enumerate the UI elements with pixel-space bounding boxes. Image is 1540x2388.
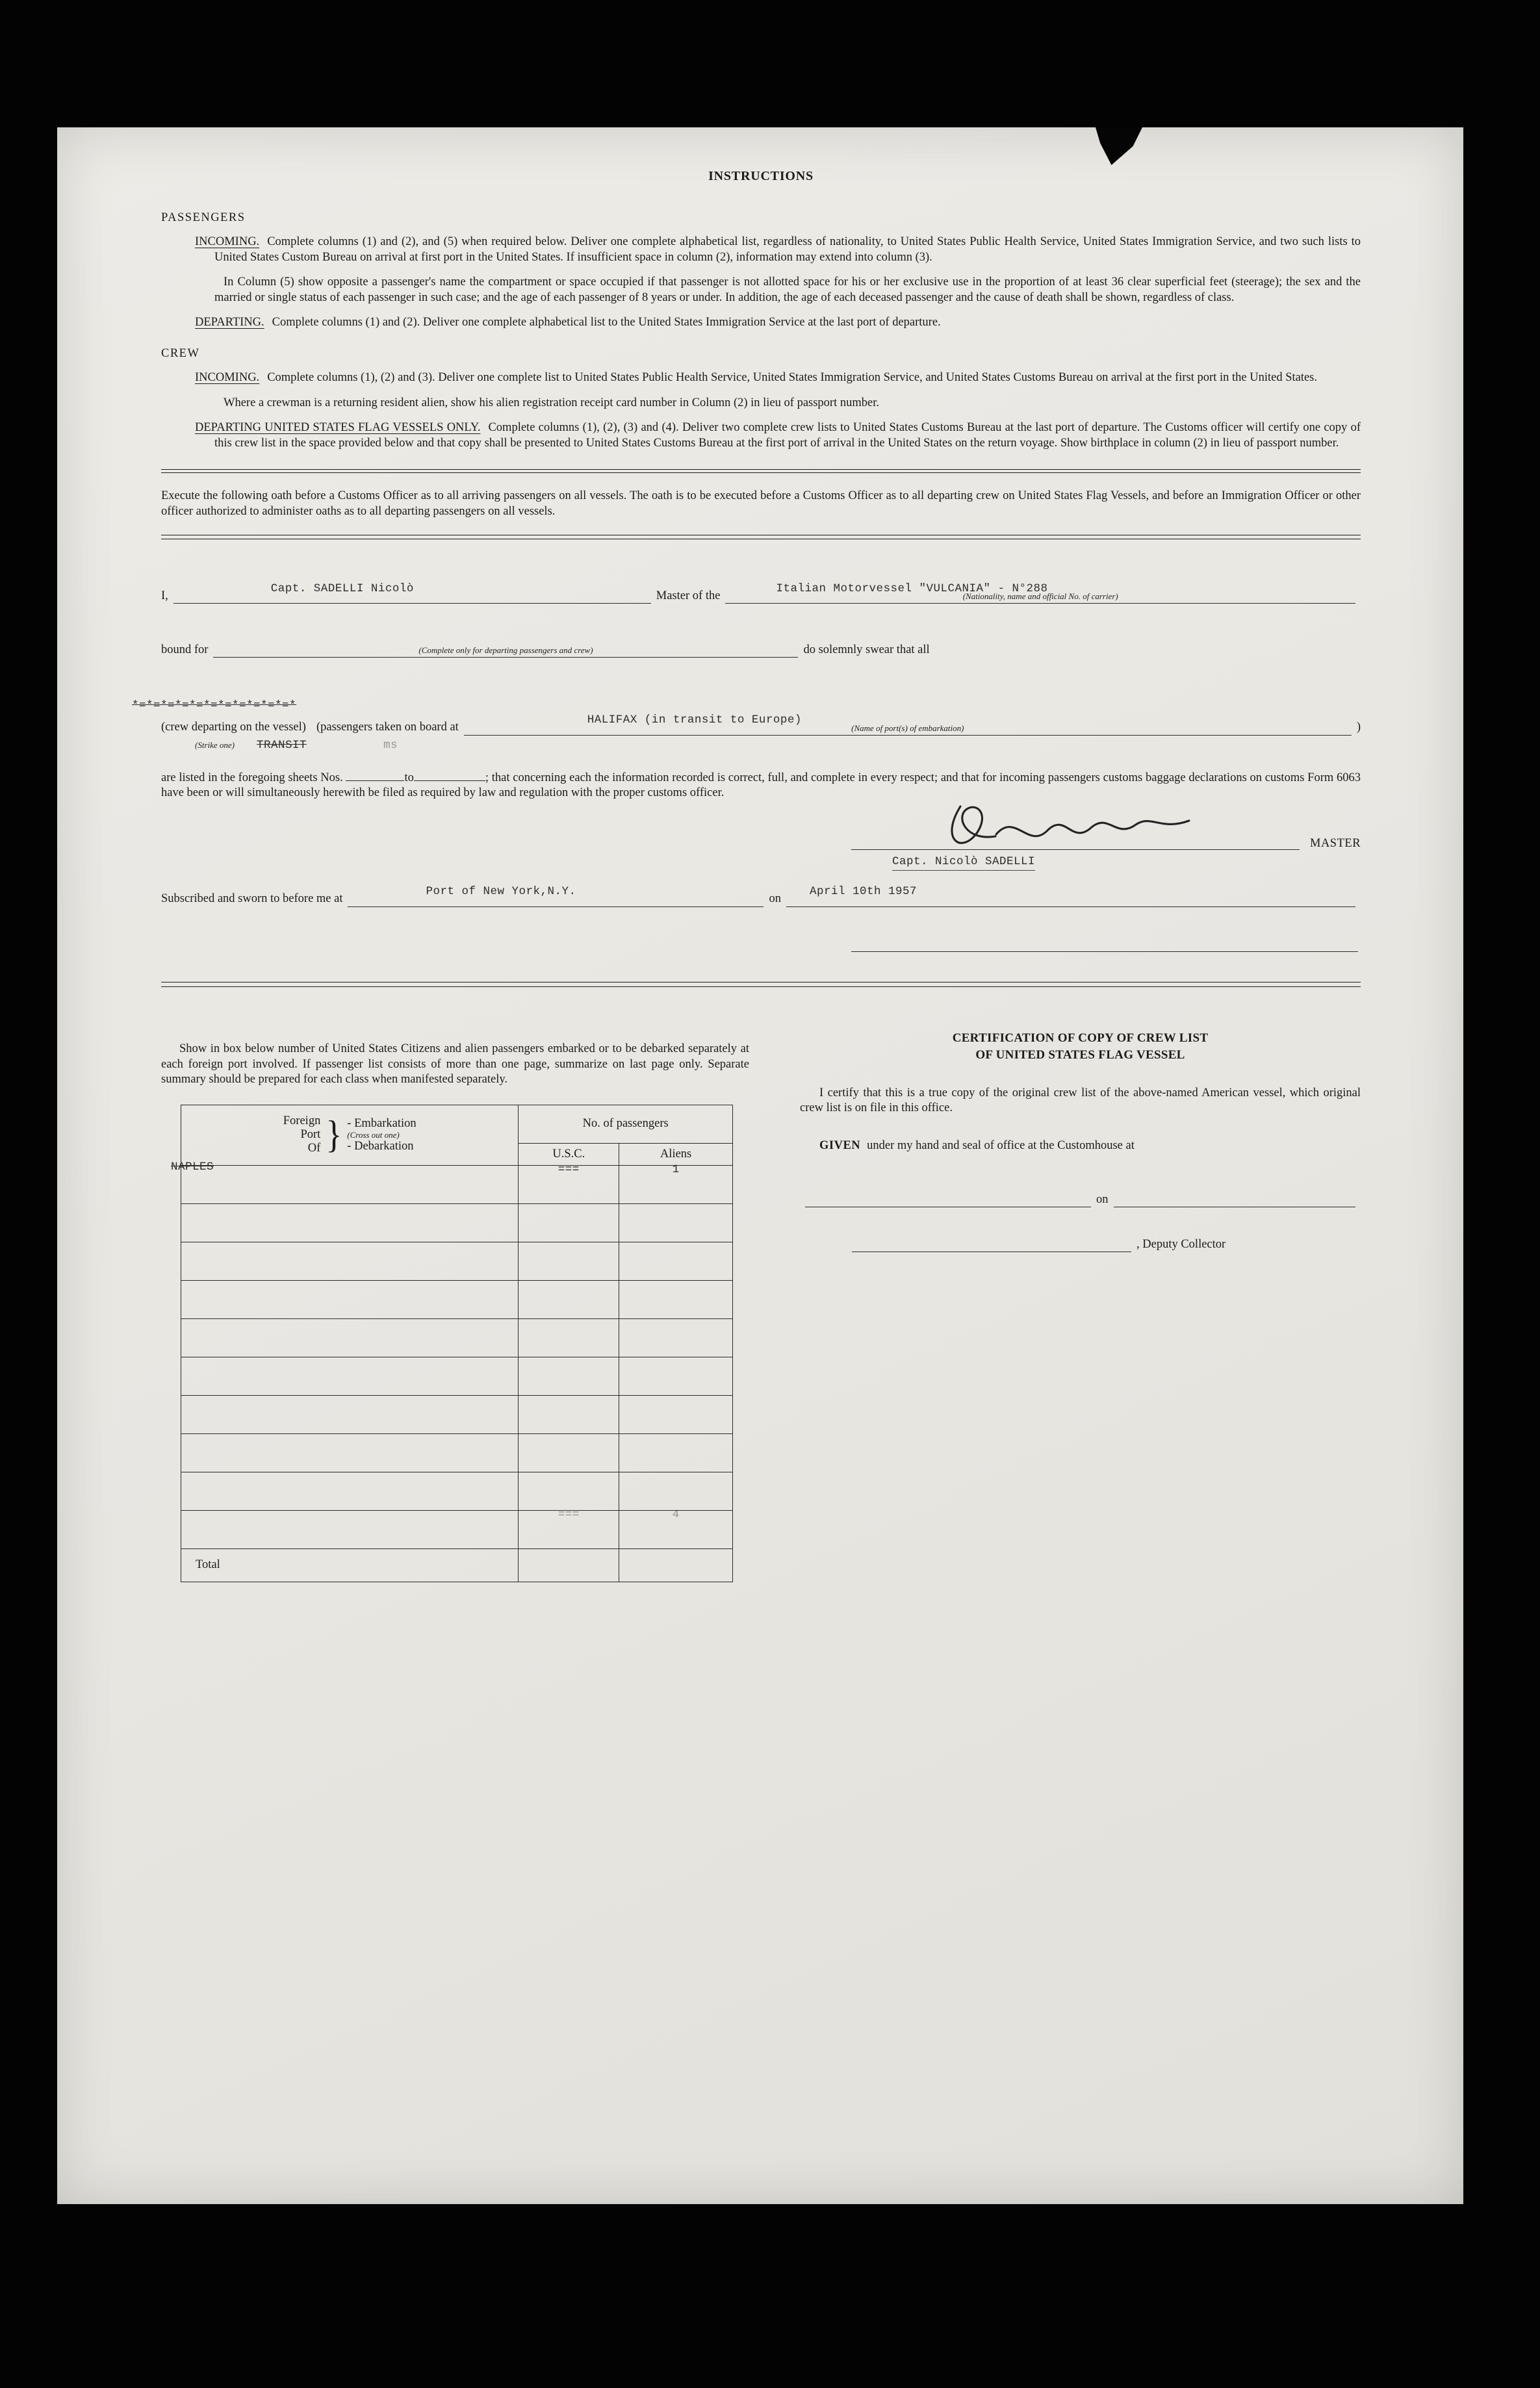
table-row [181, 1395, 733, 1433]
cross-out-caption: (Cross out one) [347, 1129, 400, 1140]
master-name-field [173, 582, 651, 604]
foreign-port-header [181, 1105, 519, 1165]
sheets-para [161, 771, 1361, 801]
port-label: Port [300, 1128, 321, 1141]
cert-on-label: on [1096, 1192, 1109, 1206]
i-label: I, [161, 589, 168, 602]
debarkation-option: - Debarkation [347, 1139, 414, 1153]
deputy-label: , Deputy Collector [1136, 1237, 1226, 1251]
crew-departing-para [195, 420, 1361, 451]
typed-sworn-place: Port of New York,N.Y. [426, 885, 576, 898]
total-label: Total [181, 1548, 519, 1582]
deputy-line [800, 1236, 1361, 1252]
deputy-signature-field [852, 1236, 1131, 1252]
typed-vessel-name: Italian Motorvessel "VULCANIA" - N°288 [776, 582, 1048, 595]
embarkation-port-field [464, 713, 1352, 736]
carrier-field [725, 582, 1355, 604]
given-label: GIVEN [819, 1138, 861, 1152]
divider [161, 982, 1361, 987]
subscribed-label: Subscribed and sworn to before me at [161, 892, 343, 905]
seal-line [851, 951, 1358, 952]
listed-text-2: ; that concerning each the information recorded is correct, full, and complete in every respect; and that for incoming passengers customs baggage declarations on customs Form 6063 have been or will simultaneously herewith be filed as required by law and regulation with the proper customs officer. [161, 771, 1361, 799]
customhouse-line [800, 1191, 1361, 1207]
on-label: on [769, 892, 781, 905]
table-row [181, 1357, 733, 1395]
bound-for-label: bound for [161, 643, 209, 656]
typed-transit: TRANSIT [257, 738, 307, 752]
divider [161, 535, 1361, 539]
table-row [181, 1433, 733, 1472]
carrier-caption: (Nationality, name and official No. of carrier) [962, 591, 1118, 601]
bound-caption: (Complete only for departing passengers and crew) [418, 645, 593, 655]
usc-header: U.S.C. [519, 1144, 619, 1165]
typed-usc-value: === [558, 1162, 580, 1176]
sworn-date-field [786, 885, 1355, 907]
brace-glyph: } [326, 1113, 342, 1156]
crew-departing-text: Complete columns (1), (2), (3) and (4). Deliver two complete crew lists to United States Customs Bureau at the last port of departure. The Customs officer will certify one copy of this crew list in the space provided below and that copy shall be presented to United States Customs Bureau at the first port of arrival in the United States on the return voyage. Show birthplace in column (2) in lieu of passport number. [214, 421, 1361, 450]
master-oath-line [161, 582, 1361, 604]
crewman-para: Where a crewman is a returning resident alien, show his alien registration receipt card number in Column (2) in lieu of passport number. [224, 396, 879, 409]
certify-text: I certify that this is a true copy of the original crew list of the above-named American vessel, which original crew list is on file in this office. [800, 1086, 1361, 1114]
bound-for-line [161, 641, 1361, 658]
aliens-header: Aliens [619, 1144, 733, 1165]
typed-sworn-date: April 10th 1957 [809, 885, 918, 898]
strike-one-row [195, 738, 1361, 752]
summary-column [161, 1030, 749, 1582]
certification-title-1: CERTIFICATION OF COPY OF CREW LIST [952, 1031, 1209, 1045]
close-paren: ) [1356, 721, 1361, 734]
destination-field [213, 641, 798, 658]
embarkation-line [161, 713, 1361, 736]
customhouse-field [805, 1191, 1091, 1207]
page-title: INSTRUCTIONS [708, 169, 814, 183]
given-text: under my hand and seal of office at the Customhouse at [867, 1138, 1135, 1152]
typed-embarkation-port: HALIFAX (in transit to Europe) [587, 713, 802, 726]
typed-master-name: Capt. SADELLI Nicolò [270, 582, 414, 595]
table-row [181, 1472, 733, 1510]
foreign-label: Foreign [283, 1114, 321, 1127]
document-page [57, 127, 1463, 2204]
table-row [181, 1165, 733, 1203]
typed-usc-faint: === [558, 1508, 580, 1521]
oath-intro: Execute the following oath before a Customs Officer as to all arriving passengers on all vessels. The oath is to be executed before a Customs Officer as to all departing crew on United States Flag Vessels, and before an Immigration Officer or other officer authorized to administer oaths as to all departing passengers on all vessels. [161, 489, 1361, 518]
of-label: Of [307, 1142, 321, 1155]
signature-line [851, 849, 1300, 850]
table-row [181, 1510, 733, 1548]
strike-one-caption: (Strike one) [195, 739, 235, 750]
subscribed-line [161, 885, 1361, 907]
signature-block [161, 804, 1361, 879]
passengers-count-header: No. of passengers [519, 1105, 733, 1144]
table-row [181, 1280, 733, 1318]
passengers-departing-para [195, 315, 1361, 331]
divider [161, 469, 1361, 473]
certification-title-2: OF UNITED STATES FLAG VESSEL [975, 1047, 1185, 1062]
typed-strikeout: *=*=*=*=*=*=*=*=*=*=*=* [132, 699, 297, 712]
table-row [181, 1318, 733, 1357]
typed-aliens-value: 1 [672, 1162, 680, 1176]
crew-incoming-para [195, 370, 1361, 386]
crew-heading: CREW [161, 346, 200, 360]
passengers-incoming-text: Complete columns (1) and (2), and (5) when required below. Deliver one complete alphabetical list, regardless of nationality, to United States Public Health Service, United States Immigration Service, and two such lists to United States Custom Bureau on arrival at first port in the United States. If insufficient space in column (2), information may extend into column (3). [214, 235, 1361, 264]
sheets-from-field [346, 771, 404, 781]
crew-incoming-text: Complete columns (1), (2) and (3). Deliver one complete list to United States Public Health Service, United States Immigration Service, and United States Customs Bureau on arrival at the first port in the United States. [267, 371, 1318, 384]
listed-text-1: are listed in the foregoing sheets Nos. [161, 771, 343, 784]
departing-label: DEPARTING. [195, 316, 264, 329]
typed-strikeout-line [132, 698, 1361, 714]
column5-para: In Column (5) show opposite a passenger's name the compartment or space occupied if that passenger is not allotted space for his or her exclusive use in the proportion of at least 36 clear superficial feet (steerage); the sex and the married or single status of each passenger in such case; and the age of each passenger of 8 years or under. In addition, the age of each deceased passenger and the cause of death shall be shown, regardless of class. [214, 276, 1361, 304]
cert-date-field [1114, 1191, 1356, 1207]
passengers-incoming-para [195, 235, 1361, 265]
crew-departing-option: (crew departing on the vessel) [161, 721, 306, 734]
master-signature [863, 797, 1227, 857]
sworn-place-field [348, 885, 764, 907]
passengers-departing-text: Complete columns (1) and (2). Deliver one complete alphabetical list to the United States Immigration Service at the last port of departure. [272, 316, 941, 329]
crew-incoming-label: INCOMING. [195, 371, 260, 384]
passengers-heading: PASSENGERS [161, 211, 246, 224]
passenger-summary-table [171, 1105, 733, 1582]
crew-departing-label: DEPARTING UNITED STATES FLAG VESSELS ONLY. [195, 421, 481, 434]
typed-signature-name: Capt. Nicolò SADELLI [892, 854, 1035, 871]
table-total-row [181, 1548, 733, 1582]
master-label: MASTER [1310, 836, 1361, 850]
incoming-label: INCOMING. [195, 235, 260, 248]
to-label: to [404, 771, 414, 784]
port-caption: (Name of port(s) of embarkation) [851, 723, 964, 733]
embarkation-option: - Embarkation [347, 1116, 417, 1130]
table-row [181, 1242, 733, 1280]
typed-port-naples: NAPLES [171, 1160, 214, 1174]
passengers-taken-option: (passengers taken on board at [316, 721, 459, 734]
typed-ms: ms [383, 738, 398, 752]
certification-column [800, 1030, 1361, 1582]
typed-aliens-faint: 4 [672, 1508, 680, 1521]
summary-note: Show in box below number of United States Citizens and alien passengers embarked or to be debarked separately at each foreign port involved. If passenger list consists of more than one page, summarize on last page only. Separate summary should be prepared for each class when manifested separately. [161, 1042, 749, 1086]
table-row [181, 1203, 733, 1242]
master-of-the-label: Master of the [656, 589, 721, 602]
sheets-to-field [414, 771, 485, 781]
given-para [800, 1138, 1361, 1154]
swear-text: do solemnly swear that all [803, 643, 930, 656]
